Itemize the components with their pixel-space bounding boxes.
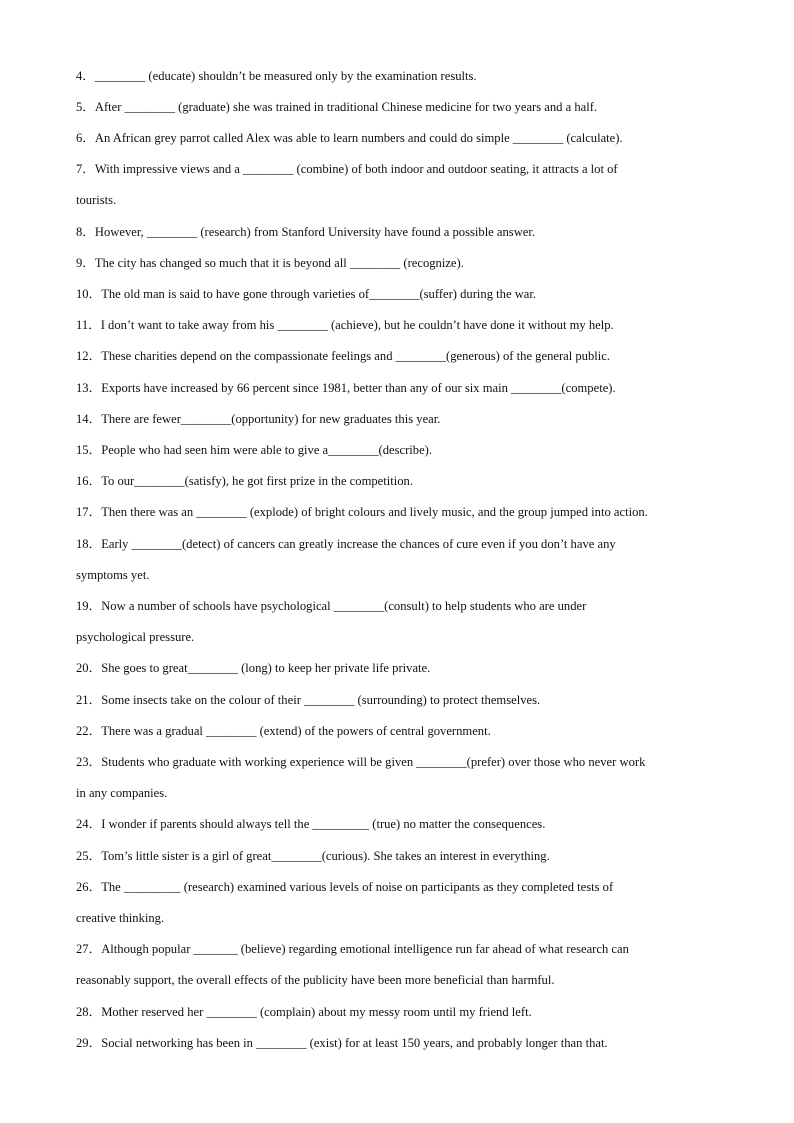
question-15-text: 15．People who had seen him were able to give a________(describe). bbox=[76, 443, 433, 457]
question-21-text: 21．Some insects take on the colour of their ________ (surrounding) to protect themselves. bbox=[76, 693, 541, 707]
question-19-continuation: psychological pressure. bbox=[76, 630, 195, 644]
question-23-continuation: in any companies. bbox=[76, 786, 168, 800]
question-18-continuation: symptoms yet. bbox=[76, 568, 150, 582]
question-22-text: 22．There was a gradual ________ (extend) of the powers of central government. bbox=[76, 724, 491, 738]
question-20-text: 20．She goes to great________ (long) to keep her private life private. bbox=[76, 661, 431, 675]
question-28-text: 28．Mother reserved her ________ (complain) about my messy room until my friend left. bbox=[76, 1005, 532, 1019]
question-11-text: 11．I don’t want to take away from his ________ (achieve), but he couldn’t have done it without my help. bbox=[76, 318, 614, 332]
question-26-text: 26．The _________ (research) examined various levels of noise on participants as they completed tests of bbox=[76, 880, 614, 894]
question-6-text: 6．An African grey parrot called Alex was able to learn numbers and could do simple ________ (calculate). bbox=[76, 131, 623, 145]
question-7-text: 7．With impressive views and a ________ (combine) of both indoor and outdoor seating, it attracts a lot of bbox=[76, 162, 618, 176]
question-14-text: 14．There are fewer________(opportunity) for new graduates this year. bbox=[76, 412, 441, 426]
question-25-text: 25．Tom’s little sister is a girl of great________(curious). She takes an interest in everything. bbox=[76, 849, 550, 863]
question-16-text: 16．To our________(satisfy), he got first prize in the competition. bbox=[76, 474, 413, 488]
question-13-text: 13．Exports have increased by 66 percent since 1981, better than any of our six main ________(compete). bbox=[76, 381, 616, 395]
question-17-text: 17．Then there was an ________ (explode) of bright colours and lively music, and the group jumped into action. bbox=[76, 505, 648, 519]
question-10-text: 10．The old man is said to have gone through varieties of________(suffer) during the war. bbox=[76, 287, 537, 301]
question-9-text: 9．The city has changed so much that it is beyond all ________ (recognize). bbox=[76, 256, 464, 270]
question-7-continuation: tourists. bbox=[76, 193, 117, 207]
question-18-text: 18．Early ________(detect) of cancers can greatly increase the chances of cure even if you don’t have any bbox=[76, 537, 616, 551]
question-5-text: 5．After ________ (graduate) she was trained in traditional Chinese medicine for two years and a half. bbox=[76, 100, 598, 114]
question-8-text: 8．However, ________ (research) from Stanford University have found a possible answer. bbox=[76, 225, 536, 239]
question-27-text: 27．Although popular _______ (believe) regarding emotional intelligence run far ahead of what research can bbox=[76, 942, 629, 956]
question-4-text: 4．________ (educate) shouldn’t be measured only by the examination results. bbox=[76, 69, 477, 83]
question-26-continuation: creative thinking. bbox=[76, 911, 165, 925]
question-12-text: 12．These charities depend on the compassionate feelings and ________(generous) of the general public. bbox=[76, 349, 611, 363]
question-27-continuation: reasonably support, the overall effects of the publicity have been more beneficial than harmful. bbox=[76, 973, 555, 987]
question-19-text: 19．Now a number of schools have psychological ________(consult) to help students who are under bbox=[76, 599, 587, 613]
question-23-text: 23．Students who graduate with working experience will be given ________(prefer) over those who never work bbox=[76, 755, 646, 769]
question-29-text: 29．Social networking has been in ________ (exist) for at least 150 years, and probably longer than that. bbox=[76, 1036, 608, 1050]
question-24-text: 24．I wonder if parents should always tell the _________ (true) no matter the consequences. bbox=[76, 817, 546, 831]
